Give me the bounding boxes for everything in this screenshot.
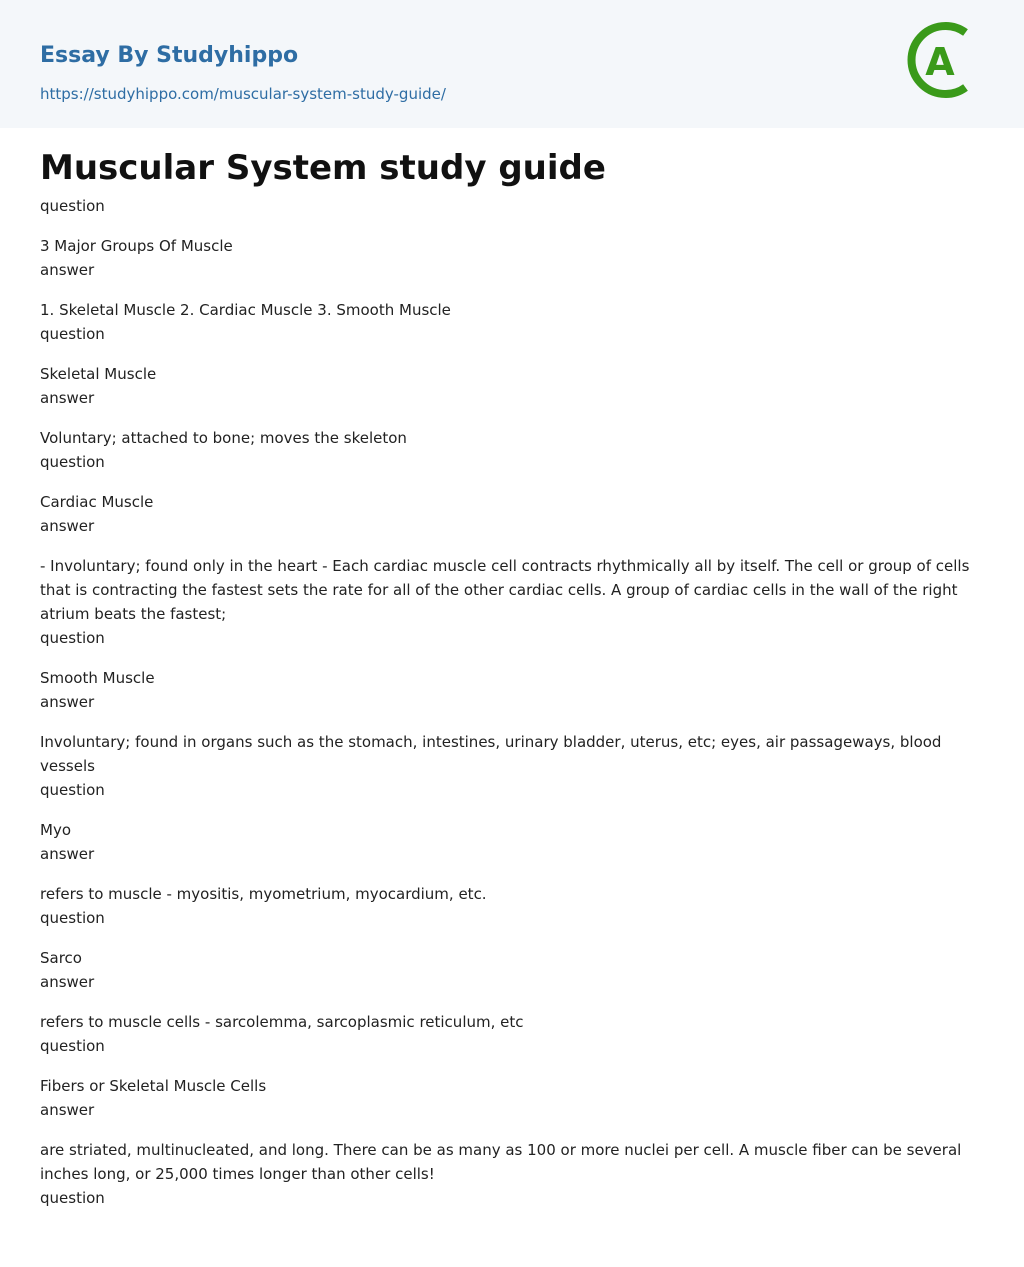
page-url-link[interactable]: https://studyhippo.com/muscular-system-study-guide/ [40,85,446,103]
answer-label: answer [40,693,95,711]
question-label: question [40,909,105,927]
question-label: question [40,1037,105,1055]
article-content [40,142,990,1210]
qa-item [40,322,990,450]
answer-label: answer [40,517,95,535]
question-text: 3 Major Groups Of Muscle [40,237,233,255]
qa-item [40,1186,990,1210]
studyhippo-logo-icon[interactable] [904,14,996,106]
answer-label: answer [40,973,95,991]
page-title: Muscular System study guide [40,148,606,188]
qa-list [40,194,990,1210]
question-label: question [40,325,105,343]
answer-text: refers to muscle cells - sarcolemma, sarcoplasmic reticulum, etc [40,1013,524,1031]
question-label: question [40,781,105,799]
qa-item [40,450,990,626]
answer-label: answer [40,261,95,279]
answer-text: 1. Skeletal Muscle 2. Cardiac Muscle 3. Smooth Muscle [40,301,451,319]
question-label: question [40,197,105,215]
answer-text: are striated, multinucleated, and long. There can be as many as 100 or more nuclei per cell. A muscle fiber can be several inches long, or 25,000 times longer than other cells! [40,1141,962,1183]
answer-label: answer [40,845,95,863]
question-text: Cardiac Muscle [40,493,154,511]
qa-item [40,626,990,778]
answer-label: answer [40,389,95,407]
answer-label: answer [40,1101,95,1119]
question-label: question [40,453,105,471]
qa-item [40,906,990,1034]
answer-text: refers to muscle - myositis, myometrium, myocardium, etc. [40,885,487,903]
question-text: Myo [40,821,71,839]
answer-text: Voluntary; attached to bone; moves the skeleton [40,429,407,447]
site-brand[interactable]: Essay By Studyhippo [40,43,299,68]
question-text: Sarco [40,949,82,967]
answer-text: Involuntary; found in organs such as the stomach, intestines, urinary bladder, uterus, etc; eyes, air passageways, blood vessels [40,733,942,775]
qa-item [40,778,990,906]
question-text: Smooth Muscle [40,669,155,687]
question-text: Fibers or Skeletal Muscle Cells [40,1077,267,1095]
question-text: Skeletal Muscle [40,365,157,383]
qa-item [40,1034,990,1186]
logo-letter: A [925,40,955,84]
question-label: question [40,1189,105,1207]
site-header [0,0,1024,128]
question-label: question [40,629,105,647]
answer-text: - Involuntary; found only in the heart - Each cardiac muscle cell contracts rhythmically all by itself. The cell or group of cells that is contracting the fastest sets the rate for all of the other cardiac cells. A group of cardiac cells in the wall of the right atrium beats the fastest; [40,557,970,623]
qa-item [40,194,990,322]
